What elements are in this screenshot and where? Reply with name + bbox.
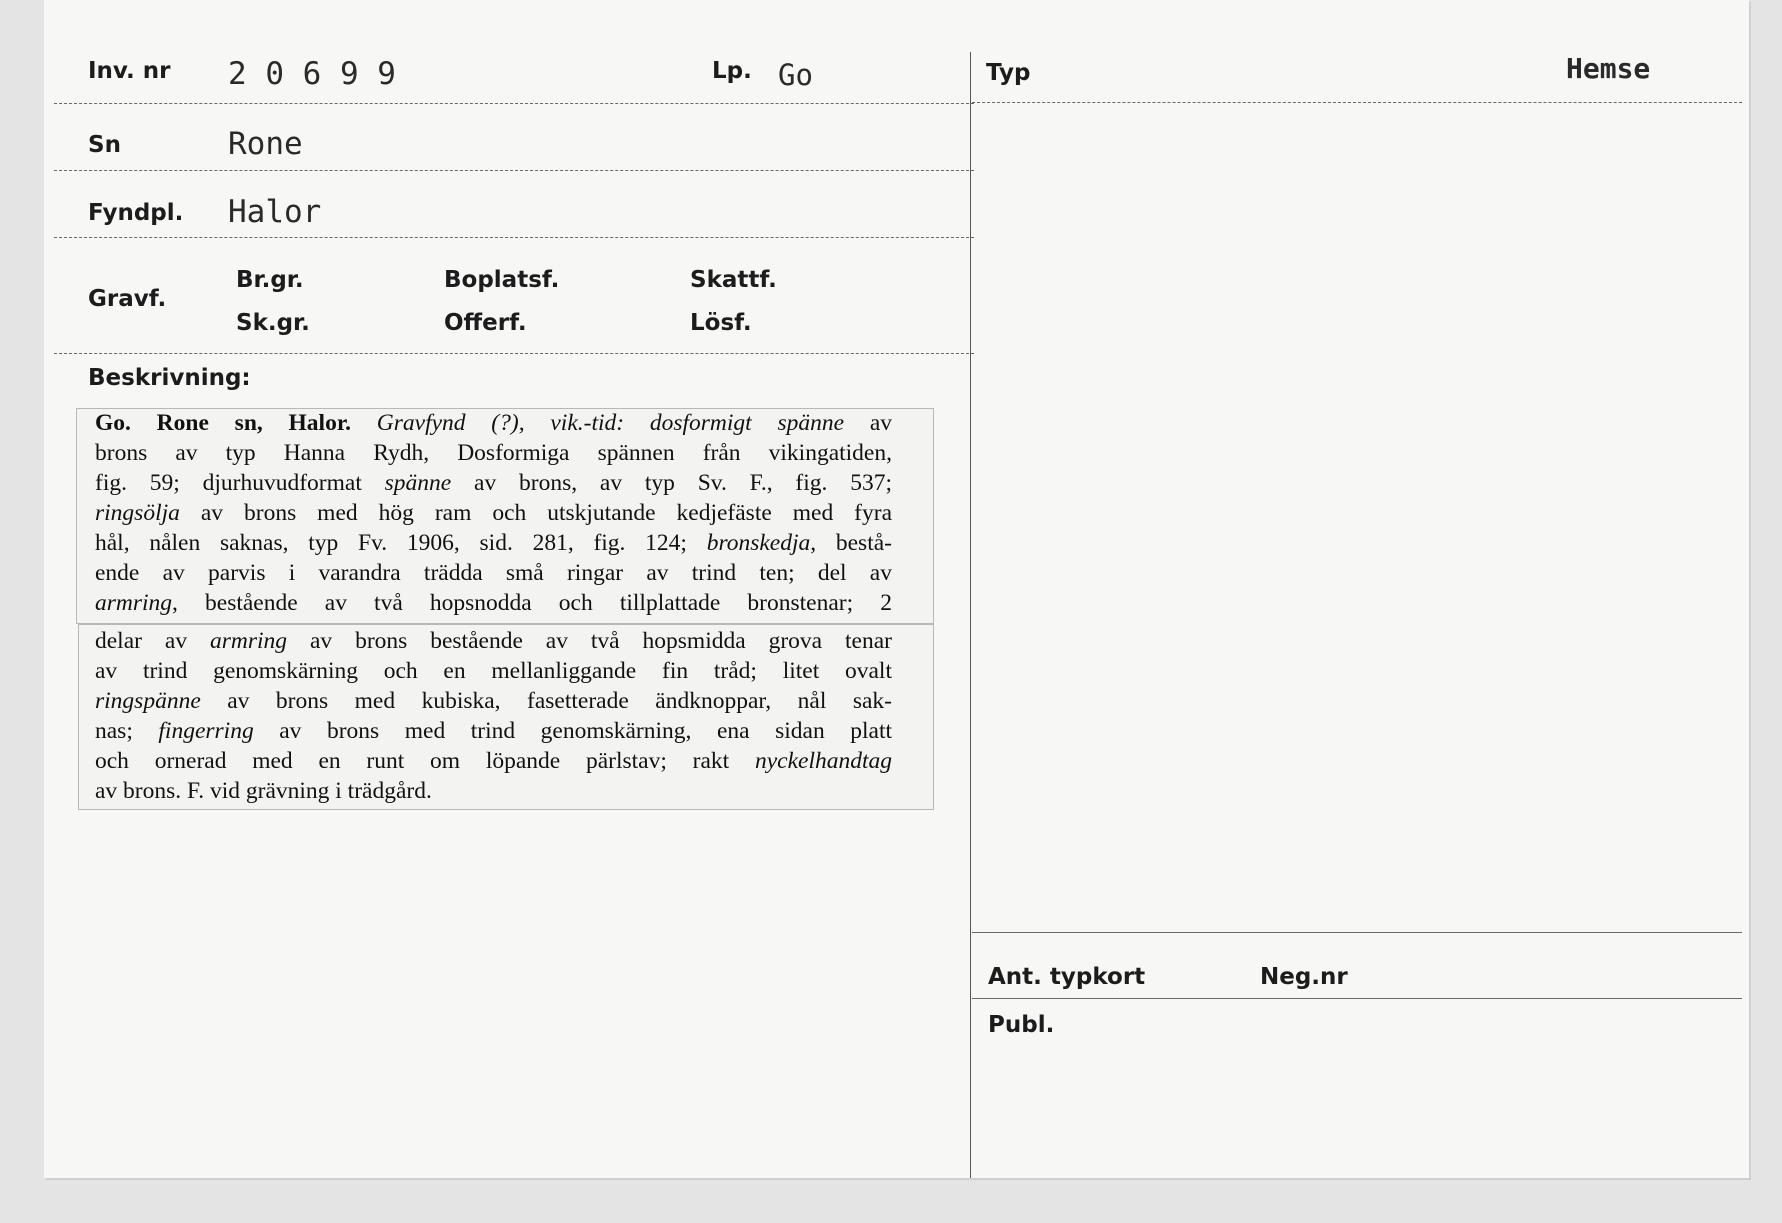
description-line	[95, 746, 892, 776]
description-run: av brons bestående av två hopsmidda grova tenar	[287, 628, 892, 654]
description-line	[95, 528, 892, 558]
typ-value: Hemse	[1566, 52, 1651, 85]
description-emphasis: bronskedja	[706, 530, 811, 556]
brgr-label: Br.gr.	[236, 267, 304, 293]
description-line	[95, 656, 892, 686]
divider-fyndpl	[54, 237, 974, 238]
description-line	[95, 558, 892, 588]
description-heading: Go. Rone sn, Halor.	[95, 410, 351, 436]
description-line	[95, 438, 892, 468]
description-run	[351, 410, 377, 436]
description-run: av brons med hög ram och utskjutande kedjefäste med fyra	[179, 500, 892, 526]
fyndpl-label: Fyndpl.	[88, 200, 184, 226]
description-run: av brons. F. vid grävning i trädgård.	[95, 778, 432, 804]
description-line	[95, 776, 892, 806]
description-line	[95, 626, 892, 656]
description-run: av trind genomskärning och en mellanliggande fin tråd; litet ovalt	[95, 658, 892, 684]
description-emphasis: Gravfynd (?), vik.-tid: dosformigt spänne	[376, 410, 845, 436]
description-emphasis: fingerring	[158, 718, 254, 744]
description-run: brons av typ Hanna Rydh, Dosformiga spännen från vikingatiden,	[95, 440, 892, 466]
boplatsf-label: Boplatsf.	[444, 267, 560, 293]
description-run: ende av parvis i varandra trädda små ringar av trind ten; del av	[95, 560, 892, 586]
losf-label: Lösf.	[690, 310, 752, 336]
description-run: av brons, av typ Sv. F., fig. 537;	[451, 470, 892, 496]
description-line	[95, 716, 892, 746]
description-emphasis: ringspänne	[95, 688, 201, 714]
beskrivning-label: Beskrivning:	[88, 365, 251, 391]
sn-label: Sn	[88, 132, 121, 158]
description-line	[95, 468, 892, 498]
description-run: delar av	[95, 628, 210, 654]
description-line	[95, 498, 892, 528]
typ-label: Typ	[986, 60, 1031, 86]
description-emphasis: armring	[95, 590, 173, 616]
description-emphasis: spänne	[384, 470, 452, 496]
ant-typkort-label: Ant. typkort	[988, 964, 1146, 990]
inv-nr-value: 2 0 6 9 9	[228, 56, 396, 92]
offerf-label: Offerf.	[444, 310, 527, 336]
sn-value: Rone	[228, 126, 303, 162]
lp-value: Go	[778, 58, 813, 92]
fyndpl-value: Halor	[228, 194, 322, 230]
center-divider	[970, 52, 971, 1178]
skgr-label: Sk.gr.	[236, 310, 310, 336]
neg-nr-label: Neg.nr	[1260, 964, 1348, 990]
description-line	[95, 408, 892, 438]
divider-sn	[54, 170, 974, 171]
description-run: , bestå-	[810, 530, 892, 556]
description-run: av brons med trind genomskärning, ena sidan platt	[253, 718, 893, 744]
description-run: och ornerad med en runt om löpande pärlstav; rakt	[95, 748, 755, 774]
divider-gravf	[54, 353, 974, 354]
description-line	[95, 686, 892, 716]
description-run: nas;	[95, 718, 159, 744]
description-line	[95, 588, 892, 618]
divider-inv	[54, 103, 974, 104]
description-run: av brons med kubiska, fasetterade ändknoppar, nål sak-	[200, 688, 892, 714]
description-run: fig. 59; djurhuvudformat	[95, 470, 385, 496]
description-run: hål, nålen saknas, typ Fv. 1906, sid. 281, fig. 124;	[95, 530, 707, 556]
inv-nr-label: Inv. nr	[88, 58, 171, 84]
description-emphasis: nyckelhandtag	[754, 748, 892, 774]
divider-ant-top	[972, 932, 1742, 933]
skattf-label: Skattf.	[690, 267, 777, 293]
lp-label: Lp.	[712, 58, 752, 84]
description-run: , bestående av två hopsnodda och tillplattade bronstenar; 2	[172, 590, 892, 616]
description-emphasis: armring	[210, 628, 288, 654]
divider-publ	[972, 998, 1742, 999]
index-card	[44, 0, 1749, 1178]
gravf-label: Gravf.	[88, 286, 167, 312]
description-run: av	[844, 410, 893, 436]
divider-typ	[972, 102, 1742, 103]
publ-label: Publ.	[988, 1012, 1055, 1038]
description-emphasis: ringsölja	[95, 500, 180, 526]
